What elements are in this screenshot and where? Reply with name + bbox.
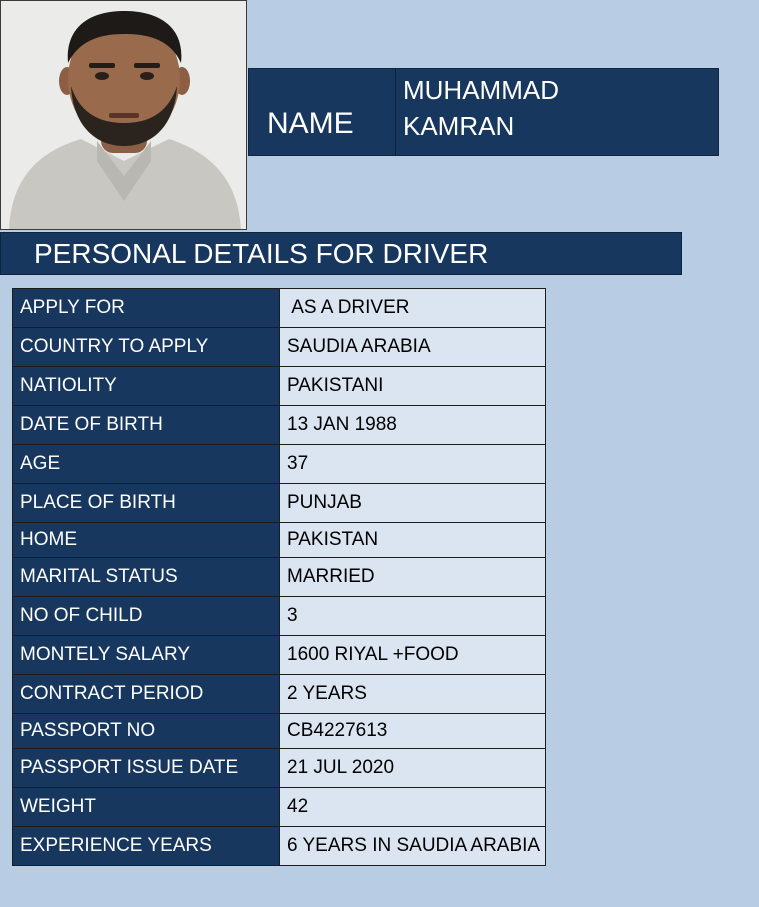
detail-value: 21 JUL 2020 (280, 749, 546, 788)
detail-label: HOME (13, 523, 280, 558)
name-value (396, 69, 718, 155)
table-row (13, 484, 546, 523)
detail-value: 3 (280, 597, 546, 636)
table-row (13, 597, 546, 636)
detail-label: APPLY FOR (13, 289, 280, 328)
personal-details-table (12, 288, 546, 866)
name-header (248, 68, 719, 156)
detail-value: 2 YEARS (280, 675, 546, 714)
table-row (13, 445, 546, 484)
detail-value: 42 (280, 788, 546, 827)
detail-label: PASSPORT ISSUE DATE (13, 749, 280, 788)
detail-value: MARRIED (280, 558, 546, 597)
table-row (13, 827, 546, 866)
detail-value: PAKISTANI (280, 367, 546, 406)
detail-value: 6 YEARS IN SAUDIA ARABIA (280, 827, 546, 866)
detail-value: 1600 RIYAL +FOOD (280, 636, 546, 675)
detail-value: SAUDIA ARABIA (280, 328, 546, 367)
section-title: PERSONAL DETAILS FOR DRIVER (0, 232, 682, 275)
table-row (13, 328, 546, 367)
table-row (13, 714, 546, 749)
table-row (13, 367, 546, 406)
detail-label: MONTELY SALARY (13, 636, 280, 675)
table-row (13, 675, 546, 714)
detail-label: MARITAL STATUS (13, 558, 280, 597)
detail-label: WEIGHT (13, 788, 280, 827)
detail-value: PAKISTAN (280, 523, 546, 558)
detail-label: CONTRACT PERIOD (13, 675, 280, 714)
detail-label: COUNTRY TO APPLY (13, 328, 280, 367)
table-row (13, 406, 546, 445)
table-row (13, 289, 546, 328)
detail-value: CB4227613 (280, 714, 546, 749)
table-row (13, 749, 546, 788)
detail-label: PASSPORT NO (13, 714, 280, 749)
profile-photo (0, 0, 247, 230)
table-row (13, 523, 546, 558)
detail-label: PLACE OF BIRTH (13, 484, 280, 523)
name-last: KAMRAN (403, 111, 515, 141)
detail-label: EXPERIENCE YEARS (13, 827, 280, 866)
table-row (13, 788, 546, 827)
detail-label: NO OF CHILD (13, 597, 280, 636)
detail-label: AGE (13, 445, 280, 484)
detail-value: 13 JAN 1988 (280, 406, 546, 445)
table-row (13, 558, 546, 597)
name-first: MUHAMMAD (403, 75, 559, 105)
table-row (13, 636, 546, 675)
detail-value: PUNJAB (280, 484, 546, 523)
name-label: NAME (249, 69, 396, 155)
detail-value: AS A DRIVER (280, 289, 546, 328)
detail-value: 37 (280, 445, 546, 484)
detail-label: NATIOLITY (13, 367, 280, 406)
person-portrait-image (1, 1, 247, 230)
detail-label: DATE OF BIRTH (13, 406, 280, 445)
